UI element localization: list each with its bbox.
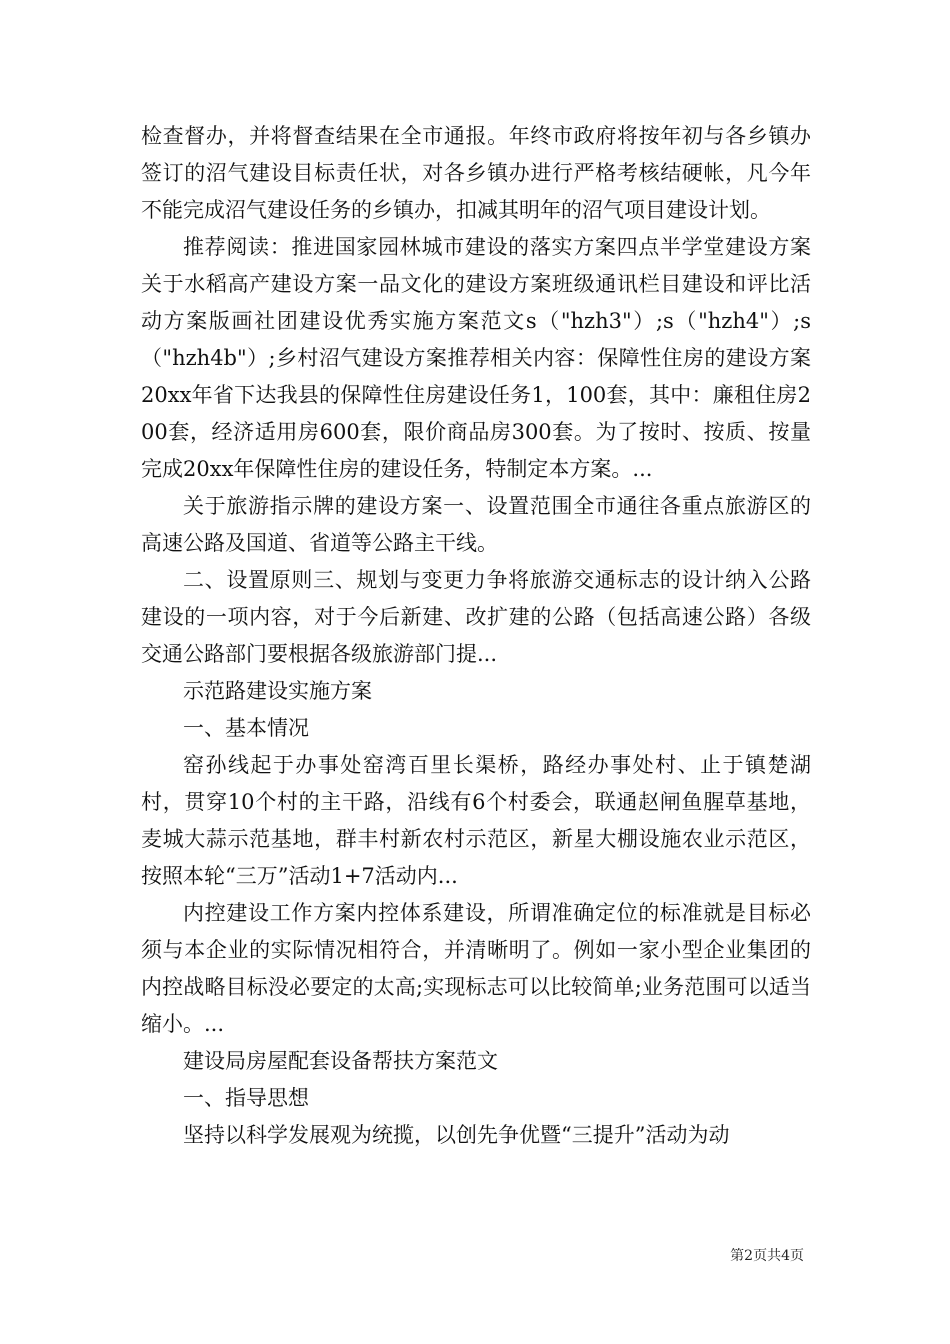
paragraph-tourism-signs: 关于旅游指示牌的建设方案一、设置范围全市通往各重点旅游区的高速公路及国道、省道等公路主干线。 xyxy=(141,494,811,555)
paragraph-recommended-reading: 推荐阅读：推进国家园林城市建设的落实方案四点半学堂建设方案关于水稻高产建设方案一品文化的建设方案班级通讯栏目建设和评比活动方案版画社团建设优秀实施方案范文s（"hzh3"）;s（"hzh4"）;s（"hzh4b"）;乡村沼气建设方案推荐相关内容：保障性住房的建设方案20xx年省下达我县的保障性住房建设任务1，100套，其中：廉租住房200套，经济适用房600套，限价商品房300套。为了按时、按质、按量完成20xx年保障性住房的建设任务，特制定本方案。... xyxy=(141,235,811,481)
paragraph-yaosun-road: 窑孙线起于办事处窑湾百里长渠桥，路经办事处村、止于镇楚湖村，贯穿10个村的主干路，沿线有6个村委会，联通赵闸鱼腥草基地，麦城大蒜示范基地，群丰村新农村示范区，新星大棚设施农业示范区，按照本轮“三万”活动1+7活动内... xyxy=(141,753,811,888)
document-body xyxy=(141,118,811,1154)
paragraph-setting-principles: 二、设置原则三、规划与变更力争将旅游交通标志的设计纳入公路建设的一项内容，对于今后新建、改扩建的公路（包括高速公路）各级交通公路部门要根据各级旅游部门提... xyxy=(141,568,811,666)
subheading-guiding-ideology: 一、指导思想 xyxy=(183,1086,309,1110)
paragraph-internal-control: 内控建设工作方案内控体系建设，所谓准确定位的标准就是目标必须与本企业的实际情况相符合，并清晰明了。例如一家小型企业集团的内控战略目标没必要定的太高;实现标志可以比较简单;业务范围可以适当缩小。... xyxy=(141,901,811,1036)
paragraph-continued: 检查督办，并将督查结果在全市通报。年终市政府将按年初与各乡镇办签订的沼气建设目标责任状，对各乡镇办进行严格考核结硬帐，凡今年不能完成沼气建设任务的乡镇办，扣减其明年的沼气项目建设计划。 xyxy=(141,124,811,222)
subheading-basic-situation: 一、基本情况 xyxy=(183,716,309,740)
paragraph-guiding-ideology: 坚持以科学发展观为统揽，以创先争优暨“三提升”活动为动 xyxy=(183,1123,730,1147)
section-heading-housing-support: 建设局房屋配套设备帮扶方案范文 xyxy=(183,1049,498,1073)
section-heading-demo-road: 示范路建设实施方案 xyxy=(183,679,372,703)
page-number: 第2页共4页 xyxy=(730,1248,804,1264)
